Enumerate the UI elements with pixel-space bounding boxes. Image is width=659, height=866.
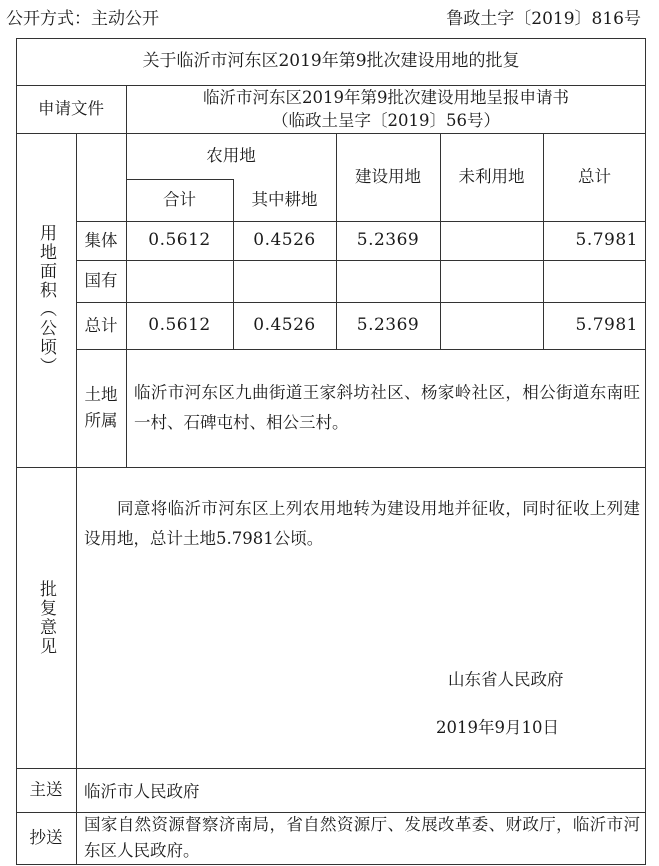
- copy-to-value: 国家自然资源督察济南局，省自然资源厅、发展改革委、财政厅，临沂市河东区人民政府。: [84, 815, 640, 860]
- state-owned-construction: [336, 260, 440, 302]
- approval-opinion-label: [16, 467, 76, 768]
- land-ownership-label: [76, 349, 126, 467]
- issuing-authority: 山东省人民政府: [448, 670, 564, 689]
- document-title: 关于临沂市河东区2019年第9批次建设用地的批复: [142, 51, 520, 72]
- header-agricultural-land: 农用地: [206, 146, 256, 166]
- header-construction-land: 建设用地: [355, 167, 421, 187]
- collective-total: 5.7981: [575, 230, 638, 251]
- table-divider: [76, 768, 77, 865]
- table-divider: [16, 768, 646, 769]
- application-label: 申请文件: [38, 99, 104, 119]
- main-recipient-value: 临沂市人民政府: [84, 782, 200, 801]
- approval-date: 2019年9月10日: [436, 718, 559, 737]
- collective-construction: 5.2369: [356, 230, 420, 251]
- table-divider: [76, 349, 646, 350]
- row-label-total: 总计: [84, 315, 118, 335]
- row-label-state-owned: 国有: [84, 271, 118, 291]
- row-label-collective: 集体: [84, 230, 118, 250]
- total-unused: [440, 302, 543, 349]
- collective-subtotal: 0.5612: [148, 230, 211, 251]
- approval-opinion-text: 同意将临沂市河东区上列农用地转为建设用地并征收，同时征收上列建设用地，总计土地5.7981公顷。: [84, 499, 640, 548]
- total-farmland: 0.4526: [253, 315, 316, 336]
- total-total: 5.7981: [575, 315, 638, 336]
- header-farmland: 其中耕地: [251, 190, 318, 210]
- land-ownership-label-text: 土地所属: [84, 385, 118, 430]
- table-divider: [16, 467, 646, 468]
- header-total: 总计: [578, 167, 611, 187]
- state-owned-total: [543, 260, 646, 302]
- land-area-section-label: [16, 133, 76, 467]
- state-owned-unused: [440, 260, 543, 302]
- total-construction: 5.2369: [356, 315, 420, 336]
- table-border-bottom: [16, 864, 646, 865]
- header-subtotal: 合计: [163, 190, 196, 210]
- copy-to-label: 抄送: [29, 828, 63, 848]
- collective-farmland: 0.4526: [253, 230, 316, 251]
- collective-unused: [440, 221, 543, 260]
- application-file: [126, 85, 646, 133]
- header-unused-land: 未利用地: [458, 167, 525, 187]
- application-file-title: 临沂市河东区2019年第9批次建设用地呈报申请书: [203, 88, 569, 107]
- application-file-number: （临政土呈字〔2019〕56号）: [272, 111, 500, 130]
- land-area-label-text: 用地面积（公顷）: [36, 224, 57, 376]
- state-owned-subtotal: [126, 260, 233, 302]
- approval-opinion-label-text: 批复意见: [36, 579, 57, 656]
- total-subtotal: 0.5612: [148, 315, 211, 336]
- document-number: 鲁政土字〔2019〕816号: [446, 9, 641, 29]
- main-recipient-label: 主送: [29, 780, 63, 800]
- land-ownership-text: 临沂市河东区九曲街道王家斜坊社区、杨家岭社区，相公街道东南旺一村、石碑屯村、相公三村。: [134, 383, 640, 432]
- state-owned-farmland: [233, 260, 336, 302]
- approval-table: [16, 38, 646, 865]
- disclosure-method: 公开方式：主动公开: [6, 9, 159, 29]
